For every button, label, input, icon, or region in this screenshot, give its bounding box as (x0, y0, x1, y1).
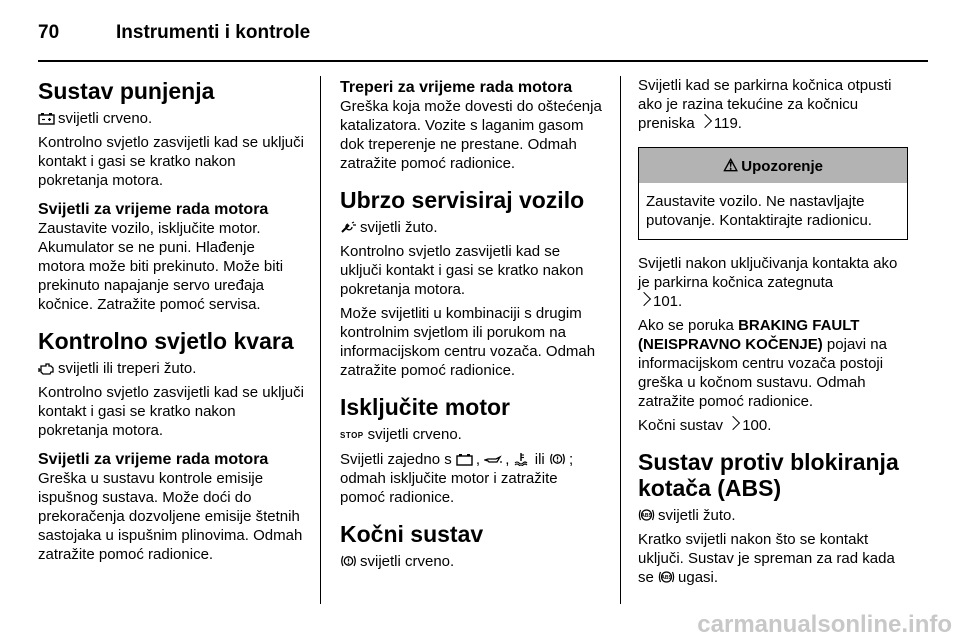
text-run: ; odmah isključite motor i zatražite pomoć radionice. (340, 451, 574, 506)
warning-text: Zaustavite vozilo. Ne nastavljajte putovanje. Kontaktirajte radionicu. (646, 193, 872, 229)
text-run: ili (534, 451, 545, 468)
text-run: Svijetli zajedno s (340, 451, 452, 468)
paragraph: Greška koja može dovesti do oštećenja katalizatora. Vozite s laganim gasom dok treperenje ne prestane. Odmah zatražite pomoć radionice. (340, 98, 602, 172)
text-run: Ako se poruka (638, 317, 734, 334)
indicator-line (38, 109, 304, 128)
paragraph (638, 316, 908, 411)
indicator-line (638, 506, 908, 525)
indicator-line (340, 425, 602, 445)
page-reference-arrow-icon (698, 114, 712, 128)
page-number: 70 (38, 22, 60, 43)
indicator-text: svijetli crveno. (367, 426, 462, 443)
page-reference-arrow-icon (637, 292, 651, 306)
warning-title: Upozorenje (741, 158, 823, 175)
warning-box (638, 147, 908, 240)
indicator-text: svijetli ili treperi žuto. (58, 360, 197, 377)
paragraph (638, 254, 908, 311)
column-1 (38, 76, 304, 569)
indicator-text: svijetli crveno. (58, 110, 153, 127)
brake-warning-icon (549, 452, 566, 466)
message-text: BRAKING FAULT (NEISPRAVNO KOČENJE) (638, 317, 860, 353)
paragraph (638, 416, 908, 435)
warning-header (639, 148, 907, 183)
section-title: Sustav punjenja (38, 78, 215, 104)
paragraph (638, 76, 908, 133)
page-reference-arrow-icon (726, 416, 740, 430)
subsection-title: Svijetli za vrijeme rada motora (38, 201, 269, 218)
section-title: Ubrzo servisiraj vozilo (340, 187, 585, 213)
abs-icon (638, 508, 655, 522)
paragraph: Kontrolno svjetlo zasvijetli kad se uključi kontakt i gasi se kratko nakon pokretanja motora. (340, 243, 584, 298)
section-title: Sustav protiv blokiranja kotača (ABS) (638, 449, 899, 501)
text-run: Kratko svijetli nakon što se kontakt uključi. Sustav je spreman za rad kada se (638, 531, 895, 586)
paragraph: Kontrolno svjetlo zasvijetli kad se uključi kontakt i gasi se kratko nakon pokretanja motora. (38, 134, 304, 189)
text-run: Kočni sustav (638, 417, 724, 434)
oil-pressure-icon (484, 454, 502, 466)
section-title: Kontrolno svjetlo kvara (38, 328, 294, 354)
column-3 (638, 76, 908, 592)
column-divider (320, 76, 321, 604)
text-run: ugasi. (678, 569, 719, 586)
column-divider (620, 76, 621, 604)
watermark: carmanualsonline.info (697, 611, 952, 638)
page-header (38, 22, 310, 44)
wrench-icon (340, 221, 357, 234)
text-run: pojavi na informacijskom centru vozača postoji greška u kočnom sustavu. Odmah zatražite pomoć radionice. (638, 336, 887, 410)
page-reference[interactable]: 101. (653, 293, 683, 310)
coolant-temperature-icon (514, 452, 528, 466)
page-header-title: Instrumenti i kontrole (116, 22, 311, 43)
stop-icon: STOP (340, 431, 364, 440)
text-run: Svijetli kad se parkirna kočnica otpusti ako je razina tekućine za kočnicu preniska (638, 77, 892, 132)
abs-icon (658, 570, 675, 584)
svg-text:ABS: ABS (641, 513, 652, 519)
paragraph (638, 530, 908, 587)
column-2 (340, 76, 602, 576)
battery-icon (38, 112, 55, 125)
paragraph: Kontrolno svjetlo zasvijetli kad se uključi kontakt i gasi se kratko nakon pokretanja motora. (38, 384, 304, 439)
page-reference[interactable]: 119. (713, 115, 742, 132)
warning-triangle-icon: ⚠ (723, 156, 739, 175)
paragraph: Zaustavite vozilo, isključite motor. Akumulator se ne puni. Hlađenje motora može biti prekinuto. Može biti prekinuto napajanje servo uređaja kočnice. Zatražite pomoć servisa. (38, 220, 284, 313)
header-rule (38, 60, 928, 62)
indicator-text: svijetli žuto. (658, 507, 736, 524)
page-reference[interactable]: 100. (742, 417, 772, 434)
indicator-line (340, 552, 602, 571)
brake-warning-icon (340, 554, 357, 568)
subsection-title: Svijetli za vrijeme rada motora (38, 451, 269, 468)
section-title: Kočni sustav (340, 521, 484, 547)
paragraph: Može svijetliti u kombinaciji s drugim kontrolnim svjetlom ili porukom na informacijskom centru vozača. Odmah zatražite pomoć radionice. (340, 305, 596, 379)
engine-icon (38, 362, 55, 375)
paragraph (340, 450, 602, 507)
section-title: Isključite motor (340, 394, 510, 420)
battery-icon (456, 453, 473, 466)
indicator-line (38, 359, 304, 378)
indicator-text: svijetli crveno. (360, 553, 455, 570)
svg-text:ABS: ABS (661, 575, 672, 581)
text-run: Svijetli nakon uključivanja kontakta ako je parkirna kočnica zategnuta (638, 255, 898, 291)
separator-comma: , (505, 451, 510, 468)
indicator-text: svijetli žuto. (360, 219, 438, 236)
separator-comma: , (475, 451, 481, 468)
subsection-title: Treperi za vrijeme rada motora (340, 79, 573, 96)
indicator-line (340, 218, 602, 237)
paragraph: Greška u sustavu kontrole emisije ispušnog sustava. Može doći do prekoračenja dozvoljene emisije štetnih sastojaka u ispušnim plinovima. Odmah zatražite pomoć radionice. (38, 470, 303, 563)
